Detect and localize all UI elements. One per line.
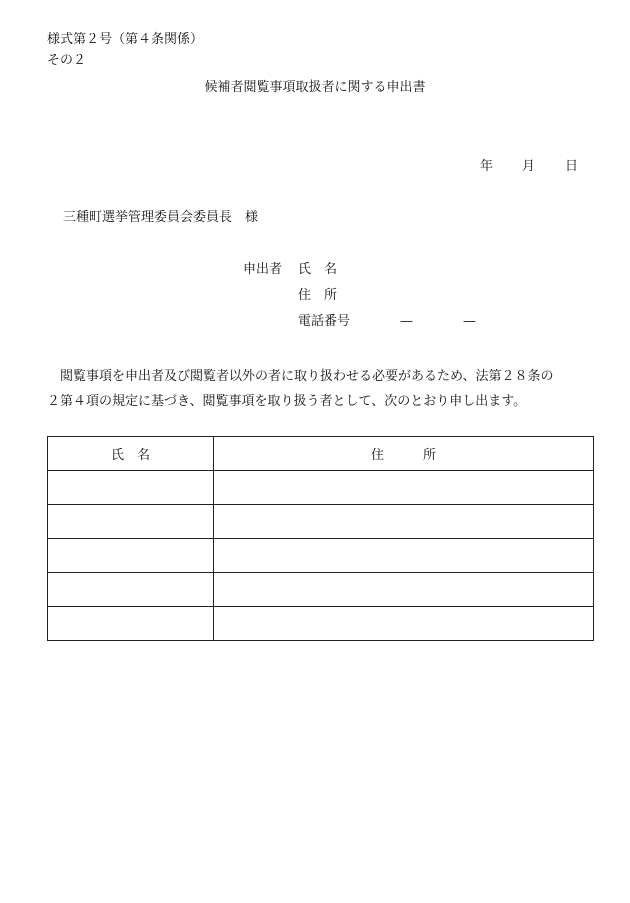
phone-separator-1: — <box>400 314 413 329</box>
page-title: 候補者閲覧事項取扱者に関する申出書 <box>204 80 426 95</box>
applicant-address-label: 住 所 <box>298 288 338 303</box>
declaration-line-1: 閲覧事項を申出者及び閲覧者以外の者に取り扱わせる必要があるため、法第２８条の <box>47 369 554 384</box>
applicant-label: 申出者 <box>243 262 283 277</box>
column-header-name: 氏 名 <box>48 437 214 471</box>
cell-address[interactable] <box>214 539 594 573</box>
phone-separator-2: — <box>463 314 476 329</box>
addressee: 三種町選挙管理委員会委員長 様 <box>63 210 259 225</box>
applicant-name-label: 氏 名 <box>298 262 338 277</box>
table-row <box>48 505 594 539</box>
column-header-address: 住 所 <box>214 437 594 471</box>
table-row <box>48 573 594 607</box>
date-month-label: 月 <box>522 159 536 174</box>
table-row <box>48 539 594 573</box>
applicant-phone-label: 電話番号 <box>298 314 351 329</box>
cell-address[interactable] <box>214 471 594 505</box>
cell-name[interactable] <box>48 471 214 505</box>
cell-address[interactable] <box>214 573 594 607</box>
sub-number: その２ <box>47 53 87 68</box>
table-header-row <box>48 437 594 471</box>
cell-address[interactable] <box>214 505 594 539</box>
declaration-text <box>47 364 595 414</box>
cell-name[interactable] <box>48 505 214 539</box>
table-row <box>48 607 594 641</box>
cell-name[interactable] <box>48 573 214 607</box>
cell-name[interactable] <box>48 607 214 641</box>
table-row <box>48 471 594 505</box>
cell-address[interactable] <box>214 607 594 641</box>
date-day-label: 日 <box>565 159 579 174</box>
date-year-label: 年 <box>480 159 494 174</box>
handler-table <box>47 436 594 641</box>
form-number: 様式第２号（第４条関係） <box>47 32 204 47</box>
declaration-line-2: ２第４項の規定に基づき、閲覧事項を取り扱う者として、次のとおり申し出ます。 <box>47 394 527 409</box>
cell-name[interactable] <box>48 539 214 573</box>
